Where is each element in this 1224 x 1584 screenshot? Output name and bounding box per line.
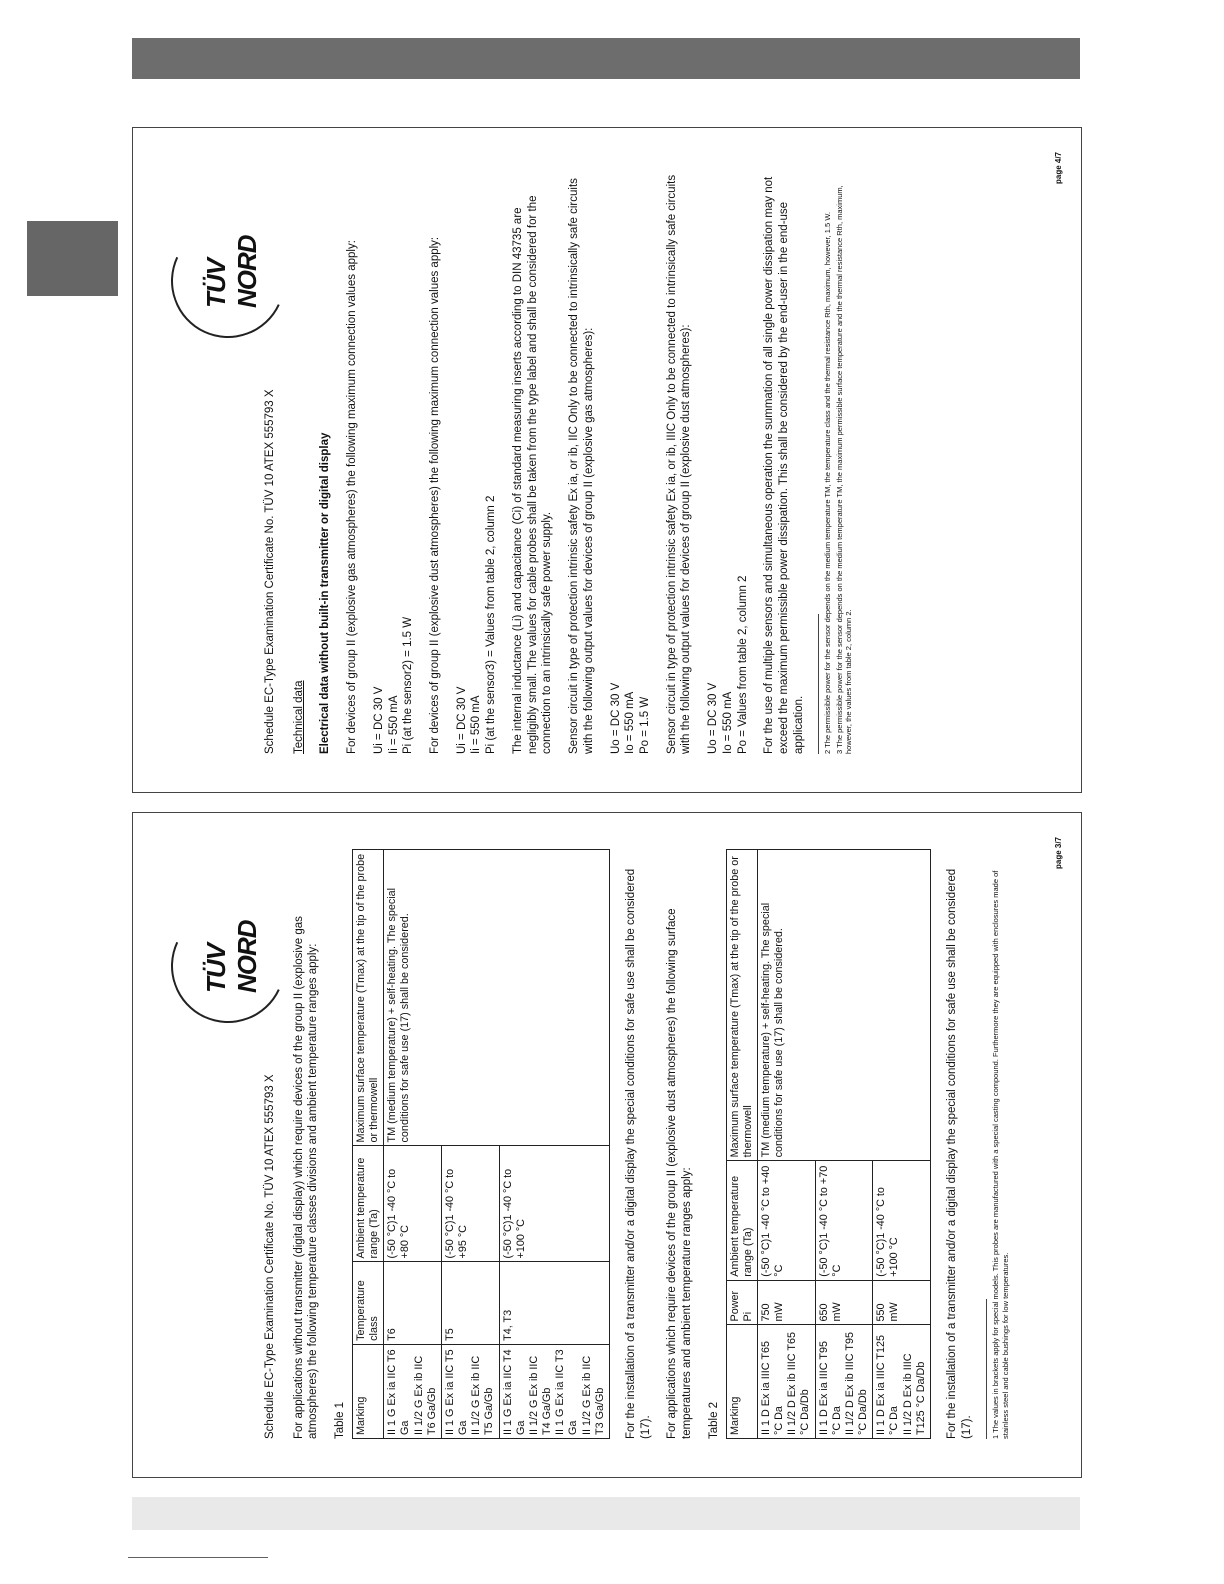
table-cell: II 1 G Ex ia IIC T4 Ga II 1/2 G Ex ib IIC T4 Ga/Gb II 1 G Ex ia IIC T3 Ga II 1/2 G Ex ib IIC T3 Ga/Gb <box>499 1344 609 1438</box>
dust-value: Pi (at the sensor3) = Values from table 2, column 2 <box>485 495 498 754</box>
sensor-dust-value: Uo = DC 30 V <box>707 682 720 754</box>
gas-value: Pi (at the sensor2) = 1.5 W <box>402 616 415 754</box>
gas-intro: For devices of group II (explosive gas atmospheres) the following maximum connection values apply: <box>346 240 359 754</box>
footnote: 2 The permissible power for the sensor depends on the medium temperature TM, the temperature class and the thermal resistance Rth, maximum, however, 1.5 W. <box>823 211 833 754</box>
sensor-gas-text: Sensor circuit in type of protection intrinsic safety Ex ia, or ib, IIC Only to be connected to intrinsically safe circuits with the following output values for devices of group II (explosive gas atmospheres): <box>568 178 595 754</box>
dust-applications-intro: For applications which require devices of the group II (explosive dust atmospheres) the following surface temperatures and ambient temperature ranges apply: <box>666 908 694 1439</box>
logo-text: TÜV NORD <box>201 235 262 308</box>
footnote-divider <box>818 614 819 754</box>
dust-values <box>455 164 499 754</box>
schedule-header: Schedule EC-Type Examination Certificate No. TÜV 10 ATEX 555793 X <box>264 1074 276 1439</box>
table-cell: 750 mW <box>757 1280 815 1325</box>
table-cell: II 1 G Ex ia IIC T5 Ga II 1/2 G Ex ib IIC T5 Ga/Gb <box>441 1344 499 1438</box>
table-cell: (-50 °C)1 -40 °C to +70 °C <box>815 1161 873 1280</box>
footnote-divider <box>986 1299 987 1439</box>
page-number: page 3/7 <box>1054 837 1063 870</box>
table-cell: TM (medium temperature) + self-heating. The special conditions for safe use (17) shall be considered. <box>384 850 610 1146</box>
tuv-nord-logo <box>171 188 262 338</box>
table-cell: T5 <box>441 1262 499 1344</box>
dust-value: Ii = 550 mA <box>470 695 483 754</box>
gas-value: Ui = DC 30 V <box>372 686 385 754</box>
footer-link-underline[interactable] <box>128 1557 268 1558</box>
table-cell: (-50 °C)1 -40 °C to +100 °C <box>873 1161 931 1280</box>
sensor-dust-value: Po = Values from table 2, column 2 <box>736 575 749 754</box>
table-header-cell: Marking <box>352 1344 383 1438</box>
dust-value: Ui = DC 30 V <box>455 686 468 754</box>
table-cell: II 1 D Ex ia IIIC T125 °C Da II 1/2 D Ex ib IIIC T125 °C Da/Db <box>873 1325 931 1439</box>
gas-applications-intro: For applications without transmitter (digital display) which require devices of the group II (explosive gas atmospheres) the following temperature classes divisions and ambient temperature ranges apply: <box>292 916 320 1439</box>
table-row <box>757 850 815 1439</box>
sensor-dust-values <box>706 164 750 754</box>
schedule-header: Schedule EC-Type Examination Certificate No. TÜV 10 ATEX 555793 X <box>264 389 276 754</box>
table-row <box>384 850 442 1439</box>
table-header-cell: Ambient temperature range (Ta) <box>726 1161 757 1280</box>
logo-text: TÜV NORD <box>201 920 262 993</box>
bottom-footer-bar <box>132 1497 1080 1530</box>
table-header-cell: Maximum surface temperature (Tmax) at the tip of the probe or thermowell <box>352 850 383 1146</box>
footnote: 3 The permissible power for the sensor depends on the medium temperature TM, the maximum permissible surface temperature and the thermal resistance Rth, maximum, however, the values from table 2, column 2. <box>834 185 854 754</box>
sensor-dust-value: Io = 550 mA <box>721 691 734 754</box>
table-1 <box>352 849 610 1439</box>
install-note: For the installation of a transmitter and/or a digital display the special conditions for safe use shall be considered (17). <box>624 868 652 1439</box>
table-cell: II 1 D Ex ia IIIC T95 °C Da II 1/2 D Ex ib IIIC T95 °C Da/Db <box>815 1325 873 1439</box>
sensor-gas-value: Io = 550 mA <box>624 691 637 754</box>
table-cell: TM (medium temperature) + self-heating. The special conditions for safe use (17) shall be considered. <box>757 850 930 1161</box>
table-cell: (-50 °C)1 -40 °C to +80 °C <box>384 1146 442 1262</box>
multiple-sensors-text: For the use of multiple sensors and simultaneous operation the summation of all single power dissipation may not exceed the maximum permissible power dissipation. This shall be considered by the end-user in the end-use application. <box>763 176 805 754</box>
certificate-page-3 <box>132 812 1082 1478</box>
table-header-cell: Maximum surface temperature (Tmax) at the tip of the probe or thermowell <box>726 850 757 1161</box>
sensor-dust-text: Sensor circuit in type of protection intrinsic safety Ex ia, or ib, IIIC Only to be connected to intrinsically safe circuits with the following output values for devices of group II (explosive dust atmospheres): <box>665 174 693 754</box>
sensor-gas-value: Uo = DC 30 V <box>609 682 622 754</box>
sensor-gas-values <box>609 164 653 754</box>
dust-intro: For devices of group II (explosive dust atmospheres) the following maximum connection values apply: <box>429 236 442 754</box>
gas-value: Ii = 550 mA <box>387 695 400 754</box>
footnote: 1 The values in brackets apply for special models. This probes are manufactured with a special casting compound. Furthermore they are equipped with enclosures made of stainless steel and cable bushings for low temperatures. <box>991 870 1010 1439</box>
tuv-nord-logo <box>171 873 262 1023</box>
table-cell: II 1 D Ex ia IIIC T65 °C Da II 1/2 D Ex ib IIIC T65 °C Da/Db <box>757 1325 815 1439</box>
top-header-bar <box>132 38 1080 79</box>
table-1-label: Table 1 <box>334 1401 347 1439</box>
gas-values <box>372 164 416 754</box>
side-section-tab <box>27 221 118 296</box>
table-2-label: Table 2 <box>707 1401 720 1439</box>
table-cell: II 1 G Ex ia IIC T6 Ga II 1/2 G Ex ib IIC T6 Ga/Gb <box>384 1344 442 1438</box>
certificate-page-4 <box>132 127 1082 793</box>
install-note: For the installation of a transmitter and/or a digital display the special conditions for safe use shall be considered (17). <box>945 868 973 1439</box>
table-cell: T6 <box>384 1262 442 1344</box>
table-header-cell: Marking <box>726 1325 757 1439</box>
technical-data-title: Technical data <box>292 680 305 754</box>
page-3-rotated-content <box>133 813 1081 1477</box>
table-header-cell: Temperature class <box>352 1262 383 1344</box>
table-cell: (-50 °C)1 -40 °C to +40 °C <box>757 1161 815 1280</box>
page-number: page 4/7 <box>1054 152 1063 185</box>
sensor-gas-value: Po = 1.5 W <box>638 696 651 754</box>
table-cell: T4, T3 <box>499 1262 609 1344</box>
table-cell: 550 mW <box>873 1280 931 1325</box>
page-4-rotated-content <box>133 128 1081 792</box>
page-4-body <box>263 164 856 754</box>
table-header-cell: Power Pi <box>726 1280 757 1325</box>
table-header-cell: Ambient temperature range (Ta) <box>352 1146 383 1262</box>
table-2 <box>726 849 931 1439</box>
table-cell: (-50 °C)1 -40 °C to +100 °C <box>499 1146 609 1262</box>
page-3-body <box>263 849 1012 1439</box>
table-cell: (-50 °C)1 -40 °C to +95 °C <box>441 1146 499 1262</box>
electrical-data-heading: Electrical data without built-in transmitter or digital display <box>319 432 332 754</box>
inductance-text: The internal inductance (Li) and capacitance (Ci) of standard measuring inserts according to DIN 43735 are negligibly small. The values for cable probes shall be taken from the type label and shall be considered for the connection to an intrinsically safe power supply. <box>511 195 554 754</box>
table-cell: 650 mW <box>815 1280 873 1325</box>
